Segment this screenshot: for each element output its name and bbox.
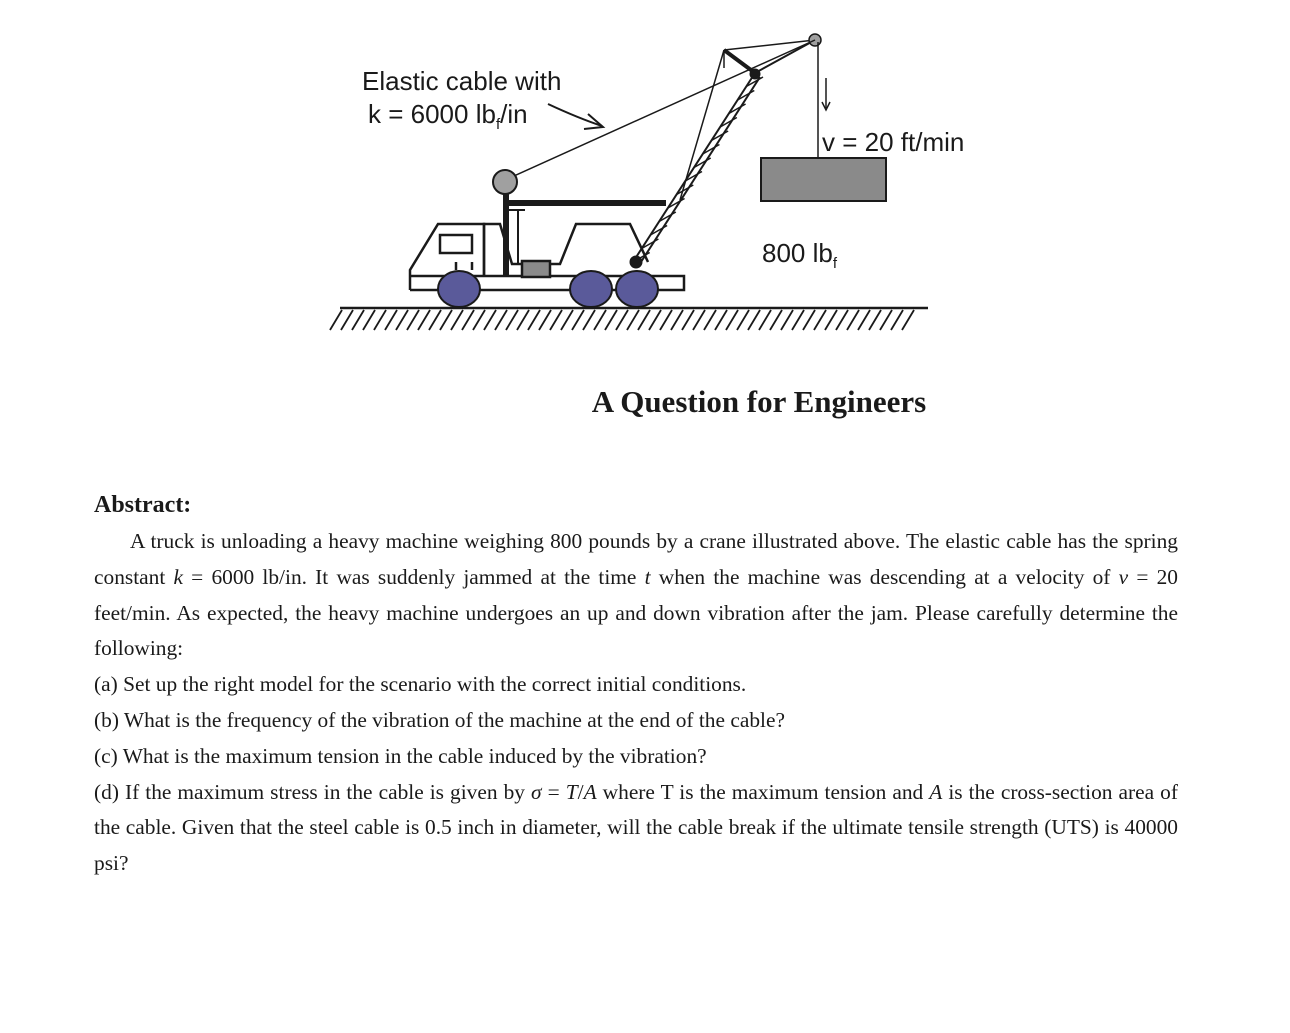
ground-hatch-line xyxy=(781,310,793,330)
ground-hatch-line xyxy=(517,310,529,330)
ground-hatch-line xyxy=(660,310,672,330)
ground-hatch-line xyxy=(814,310,826,330)
cable-label-line1: Elastic cable with xyxy=(362,66,562,96)
ground-hatch-line xyxy=(473,310,485,330)
ground-hatch-line xyxy=(528,310,540,330)
velocity-label: v = 20 ft/min xyxy=(822,127,965,157)
ground-hatch-line xyxy=(506,310,518,330)
ground-hatch-line xyxy=(550,310,562,330)
ground-hatch-line xyxy=(836,310,848,330)
ground-hatch-line xyxy=(407,310,419,330)
crane-boom xyxy=(630,34,821,268)
ground-hatch-line xyxy=(770,310,782,330)
ground-hatch-line xyxy=(803,310,815,330)
question-d: (d) If the maximum stress in the cable is given by σ = T/A where T is the maximum tension and A is the cross-section area of the cable. Given that the steel cable is 0.5 inch in diameter, will the cable break if the ultimate tensile strength (UTS) is 40000 psi? xyxy=(94,779,1178,876)
ground-hatch-line xyxy=(583,310,595,330)
question-c: (c) What is the maximum tension in the cable induced by the vibration? xyxy=(94,743,707,768)
question-b: (b) What is the frequency of the vibration of the machine at the end of the cable? xyxy=(94,707,785,732)
crane-truck-diagram xyxy=(0,0,1290,360)
ground-hatch-line xyxy=(396,310,408,330)
machine-load xyxy=(761,158,886,201)
cab-window xyxy=(440,235,472,253)
wheel-rear-2 xyxy=(616,271,658,307)
ground-hatch-line xyxy=(462,310,474,330)
pulley xyxy=(493,170,517,194)
ground-hatch-line xyxy=(572,310,584,330)
question-a: (a) Set up the right model for the scenario with the correct initial conditions. xyxy=(94,672,747,697)
ground-hatch-line xyxy=(451,310,463,330)
ground-hatch-line xyxy=(440,310,452,330)
ground-hatch-line xyxy=(682,310,694,330)
ground-hatch-line xyxy=(627,310,639,330)
ground-hatch-line xyxy=(693,310,705,330)
ground-hatch-line xyxy=(605,310,617,330)
ground-hatch-line xyxy=(330,310,342,330)
ground-hatch-line xyxy=(891,310,903,330)
wheel-front xyxy=(438,271,480,307)
ground-hatch-line xyxy=(792,310,804,330)
ground-hatch-line xyxy=(429,310,441,330)
abstract-body: A truck is unloading a heavy machine weighing 800 pounds by a crane illustrated above. The elastic cable has the spring constant k = 6000 lb/in. It was suddenly jammed at the time t when the machine was descending at a velocity of v = 20 feet/min. As expected, the heavy machine undergoes an up and down vibration after the jam. Please carefully determine the following: xyxy=(94,529,1178,661)
ground-hatch-line xyxy=(759,310,771,330)
ground-hatch-line xyxy=(704,310,716,330)
ground-hatch-line xyxy=(418,310,430,330)
ground-hatch-line xyxy=(748,310,760,330)
ground-hatch-line xyxy=(385,310,397,330)
deck-box xyxy=(522,261,550,277)
ground-hatch-line xyxy=(352,310,364,330)
label-pointer-arrow xyxy=(548,104,603,129)
ground-hatch-line xyxy=(649,310,661,330)
ground-hatch-line xyxy=(561,310,573,330)
paper-title: A Question for Engineers xyxy=(591,384,927,419)
ground-hatch-line xyxy=(902,310,914,330)
ground-hatch-line xyxy=(671,310,683,330)
ground-hatch-line xyxy=(847,310,859,330)
ground-hatch-line xyxy=(638,310,650,330)
ground-hatch-line xyxy=(825,310,837,330)
ground-hatch-line xyxy=(539,310,551,330)
ground-hatch-line xyxy=(341,310,353,330)
ground-hatch-line xyxy=(869,310,881,330)
abstract-heading: Abstract: xyxy=(94,492,192,518)
weight-label: 800 $lb_f$ xyxy=(762,238,838,272)
ground-hatch-line xyxy=(374,310,386,330)
ground-hatch-line xyxy=(495,310,507,330)
ground-hatch-line xyxy=(858,310,870,330)
ground-hatch-line xyxy=(715,310,727,330)
ground-hatch-line xyxy=(594,310,606,330)
wheel-rear-1 xyxy=(570,271,612,307)
ground-hatch-line xyxy=(880,310,892,330)
ground-hatch-line xyxy=(737,310,749,330)
ground-hatch-line xyxy=(363,310,375,330)
ground xyxy=(330,308,928,330)
abstract-section xyxy=(94,486,1178,882)
cable-label-line2: k = 6000 $lb_f/in$ xyxy=(368,99,528,133)
ground-hatch-line xyxy=(616,310,628,330)
ground-hatch-line xyxy=(726,310,738,330)
ground-hatch-line xyxy=(484,310,496,330)
hanging-load xyxy=(761,42,886,201)
